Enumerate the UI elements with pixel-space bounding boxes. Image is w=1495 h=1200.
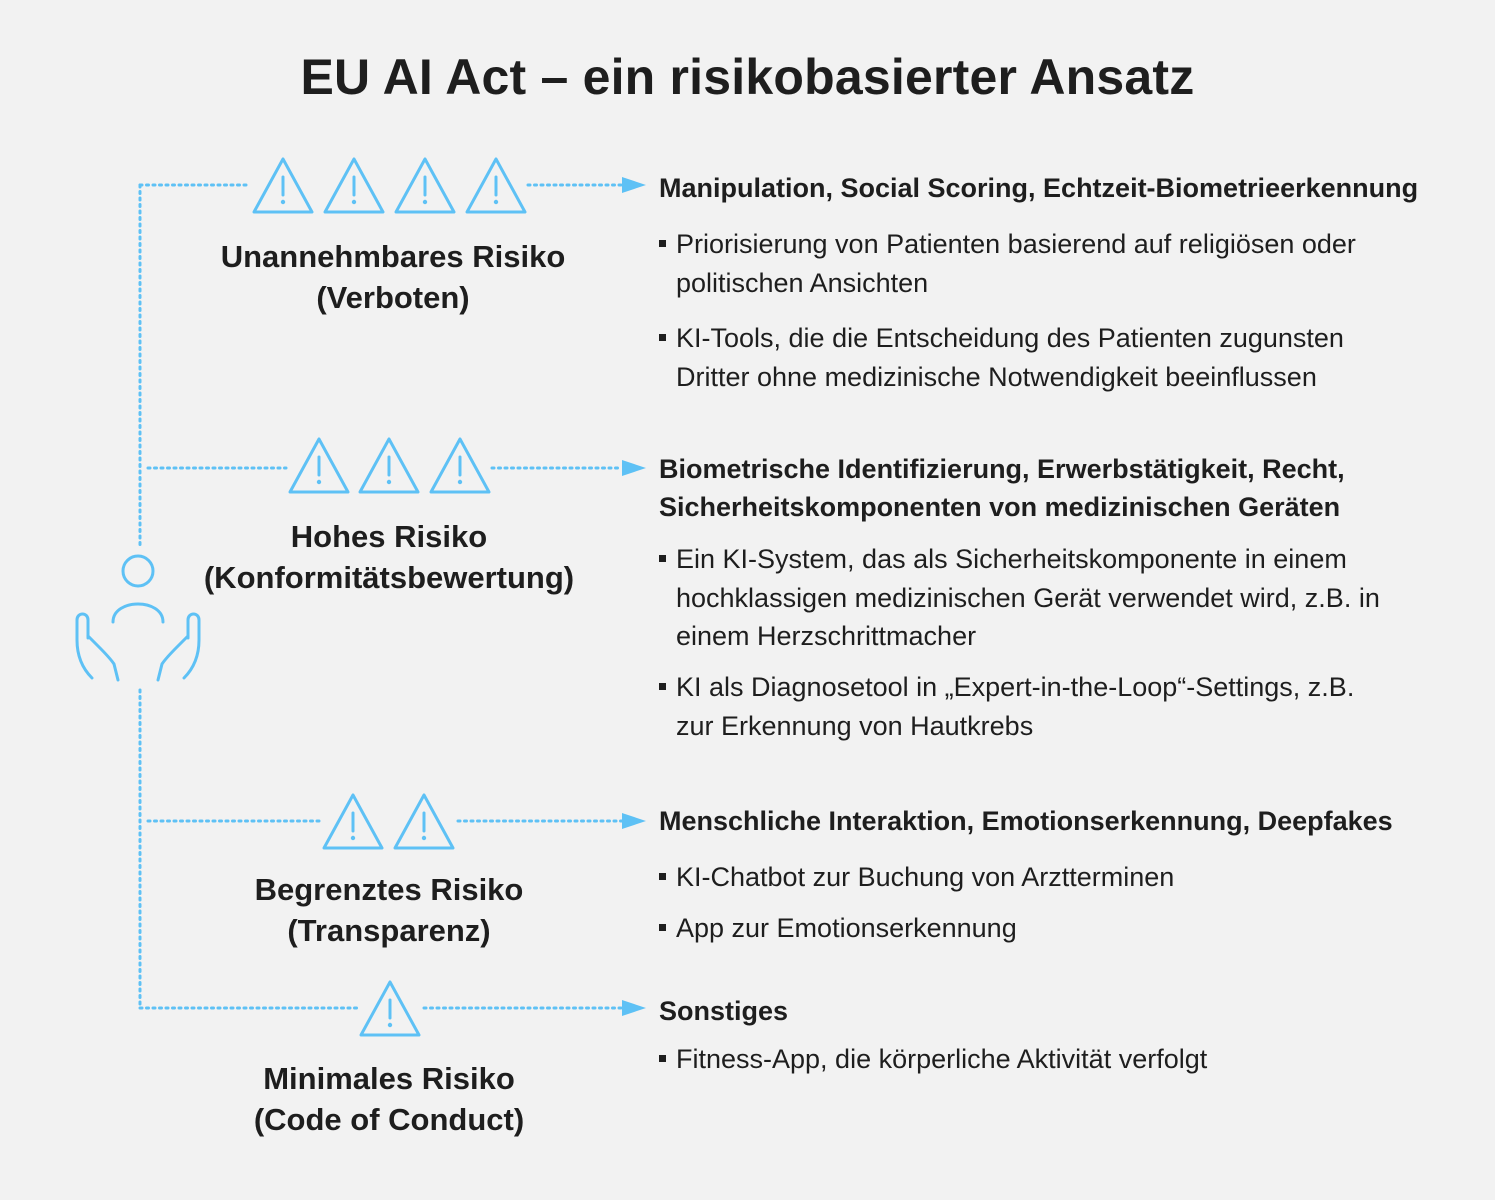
risk-label-high [109,516,669,598]
category-heading: Manipulation, Social Scoring, Echtzeit-Biometrieerkennung [659,173,1419,203]
warning-triangle-icon [325,159,383,212]
category-heading: Sonstiges [659,996,789,1026]
example-bullet: Fitness-App, die körperliche Aktivität verfolgt [659,1040,1459,1079]
example-bullet: Ein KI-System, das als Sicherheitskomponente in einem hochklassigen medizinischen Gerät verwendet wird, z.B. in einem Herzschrittmacher [659,540,1404,656]
warning-triangle-icon [431,439,489,492]
risk-label-title: Minimales Risiko [263,1061,515,1096]
risk-label-title: Unannehmbares Risiko [220,239,566,274]
example-bullet: KI-Chatbot zur Buchung von Arztterminen [659,858,1459,897]
example-bullet: Priorisierung von Patienten basierend auf religiösen oder politischen Ansichten [659,225,1379,302]
risk-label-subtitle: (Konformitätsbewertung) [203,560,575,595]
category-heading: Menschliche Interaktion, Emotionserkennung, Deepfakes [659,806,1393,836]
risk-label-minimal [109,1058,669,1140]
risk-label-title: Hohes Risiko [290,519,488,554]
example-bullet: App zur Emotionserkennung [659,909,1459,948]
warning-triangle-icon [467,159,525,212]
warning-triangle-icon [324,795,382,848]
risk-label-limited [109,869,669,951]
arrow-head-2 [622,460,646,476]
warning-triangle-icon [254,159,312,212]
warning-triangle-icon [396,159,454,212]
warning-triangle-icon [395,795,453,848]
risk-label-subtitle: (Verboten) [316,280,470,315]
example-bullet: KI-Tools, die die Entscheidung des Patienten zugunsten Dritter ohne medizinische Notwendigkeit beeinflussen [659,319,1419,396]
category-heading: Biometrische Identifizierung, Erwerbstätigkeit, Recht, Sicherheitskomponenten von medizinischen Geräten [659,454,1345,522]
arrow-head-4 [622,1000,646,1016]
arrow-head-3 [622,813,646,829]
warning-triangle-icon [290,439,348,492]
risk-label-title: Begrenztes Risiko [254,872,524,907]
risk-label-unacceptable [113,236,673,318]
warning-triangle-icon [361,982,419,1035]
example-bullet: KI als Diagnosetool in „Expert-in-the-Loop“-Settings, z.B. zur Erkennung von Hautkrebs [659,668,1379,745]
warning-triangle-icon [360,439,418,492]
risk-label-subtitle: (Transparenz) [287,913,491,948]
page-title: EU AI Act – ein risikobasierter Ansatz [300,49,1195,105]
risk-label-subtitle: (Code of Conduct) [253,1102,525,1137]
arrow-head-1 [622,177,646,193]
